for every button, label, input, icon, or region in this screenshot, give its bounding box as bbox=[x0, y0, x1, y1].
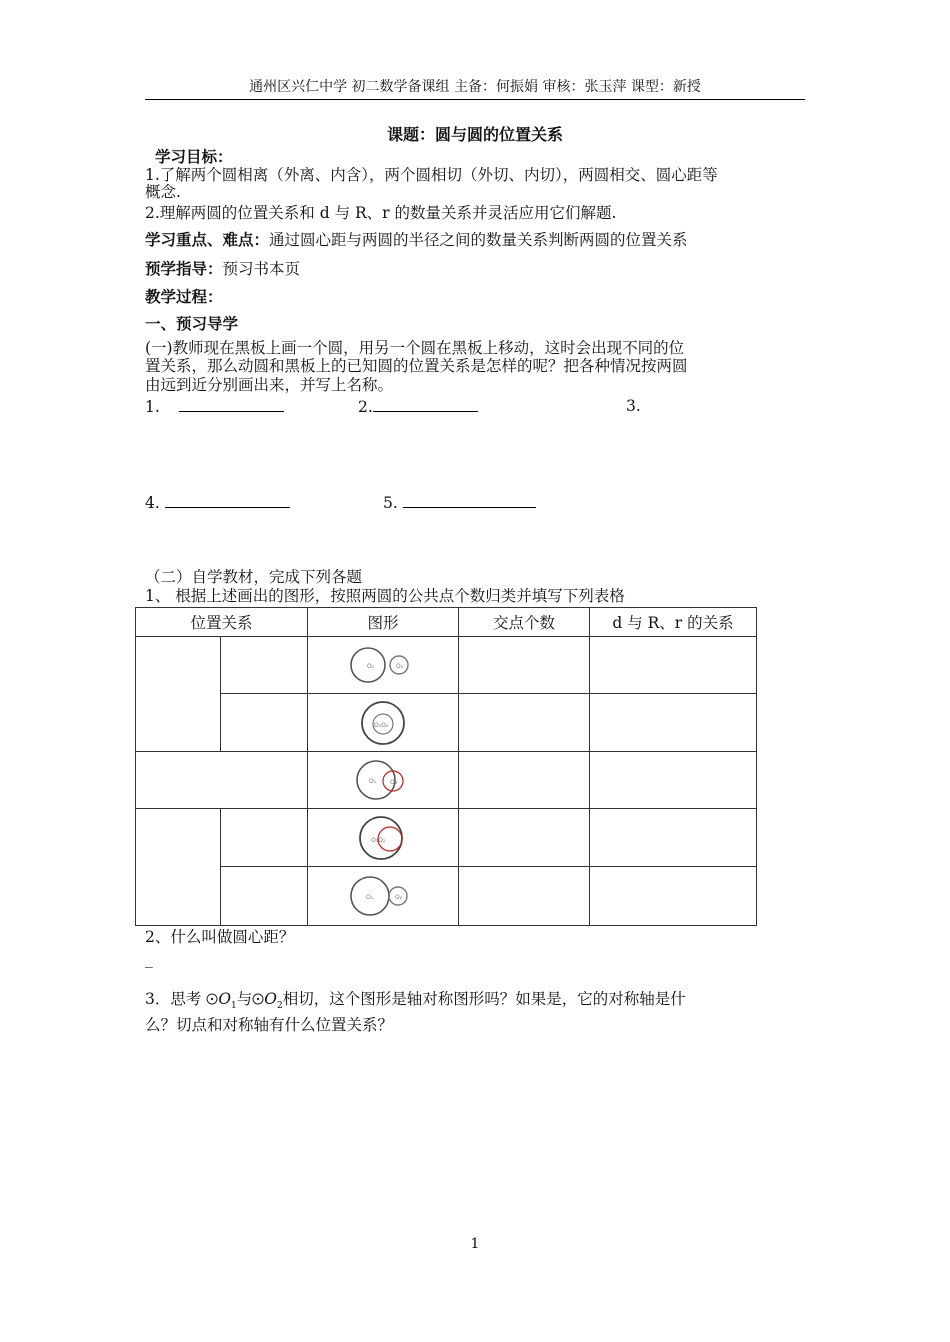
q3-sub2: 2 bbox=[277, 1001, 283, 1012]
circle-dot-icon bbox=[206, 993, 218, 1005]
section1-para-3: 由远到近分别画出来，并写上名称。 bbox=[145, 376, 394, 394]
sub-cell[interactable] bbox=[221, 809, 308, 867]
sub-cell[interactable] bbox=[221, 694, 308, 752]
section1-heading: 一、预习导学 bbox=[145, 314, 239, 333]
answer-cell[interactable] bbox=[590, 752, 757, 809]
blank-item-4 bbox=[145, 493, 290, 513]
figure-cell bbox=[308, 694, 459, 752]
relation-table bbox=[135, 607, 757, 926]
group-cell-tangent[interactable] bbox=[136, 809, 221, 926]
answer-cell[interactable] bbox=[459, 752, 590, 809]
table-header-row bbox=[136, 608, 757, 637]
answer-blank-5[interactable] bbox=[403, 493, 536, 508]
answer-cell[interactable] bbox=[590, 694, 757, 752]
table-row bbox=[136, 809, 757, 867]
question-1: 1、 根据上述画出的图形，按照两圆的公共点个数归类并填写下列表格 bbox=[145, 587, 625, 605]
group-cell-intersect[interactable] bbox=[136, 752, 308, 809]
label-o2: O₂ bbox=[395, 894, 403, 901]
preview-line bbox=[145, 259, 300, 279]
q3-mid: 与 bbox=[236, 990, 253, 1008]
two-circles-external-figure bbox=[348, 643, 418, 687]
question-3 bbox=[145, 990, 686, 1016]
group-cell-separate[interactable] bbox=[136, 637, 221, 752]
blank-item-2 bbox=[358, 397, 478, 417]
objectives-heading: 学习目标： bbox=[155, 147, 233, 166]
figure-cell bbox=[308, 637, 459, 694]
figure-cell bbox=[308, 752, 459, 809]
sub-cell[interactable] bbox=[221, 867, 308, 926]
objective-1-cont: 概念. bbox=[145, 183, 181, 201]
q3-prefix: 3．思考 bbox=[145, 990, 202, 1008]
header-intersections: 交点个数 bbox=[459, 608, 590, 637]
answer-cell[interactable] bbox=[590, 867, 757, 926]
keypoints-label: 学习重点、难点： bbox=[145, 230, 270, 249]
label-o2: O₂ bbox=[396, 663, 404, 670]
answer-cell[interactable] bbox=[459, 694, 590, 752]
blank-number-3: 3. bbox=[626, 397, 641, 415]
answer-cell[interactable] bbox=[459, 867, 590, 926]
header-relation: d 与 R、r 的关系 bbox=[590, 608, 757, 637]
section1-para-2: 置关系，那么动圆和黑板上的已知圆的位置关系是怎样的呢？把各种情况按两圆 bbox=[145, 357, 688, 375]
page-number: 1 bbox=[470, 1236, 480, 1252]
blank-number-1: 1. bbox=[145, 398, 160, 416]
objective-2: 2.理解两圆的位置关系和 d 与 R、r 的数量关系并灵活应用它们解题. bbox=[145, 204, 617, 222]
label-o1: O₁ bbox=[369, 778, 377, 785]
process-label: 教学过程： bbox=[145, 287, 223, 306]
table-row bbox=[136, 867, 757, 926]
page-header: 通州区兴仁中学 初二数学备课组 主备：何振娟 审核：张玉萍 课型：新授 bbox=[145, 76, 805, 100]
answer-blank-4[interactable] bbox=[165, 493, 290, 508]
table-row bbox=[136, 637, 757, 694]
answer-cell[interactable] bbox=[459, 637, 590, 694]
keypoints-line bbox=[145, 230, 688, 250]
two-circles-contained-figure bbox=[348, 698, 418, 748]
q3-sub1: 1 bbox=[231, 1001, 237, 1012]
answer-blank-1[interactable] bbox=[179, 397, 284, 412]
answer-cell[interactable] bbox=[459, 809, 590, 867]
header-figure: 图形 bbox=[308, 608, 459, 637]
answer-cell[interactable] bbox=[590, 809, 757, 867]
circle-dot-icon bbox=[252, 993, 264, 1005]
figure-cell bbox=[308, 867, 459, 926]
objective-1: 1.了解两个圆相离（外离、内含），两个圆相切（外切、内切），两圆相交、圆心距等 bbox=[145, 166, 718, 184]
preview-label: 预学指导： bbox=[145, 259, 223, 278]
sub-cell[interactable] bbox=[221, 637, 308, 694]
label-o1: O₁ bbox=[366, 894, 374, 901]
keypoints-text: 通过圆心距与两圆的半径之间的数量关系判断两圆的位置关系 bbox=[269, 231, 688, 249]
label-o1o2: O₁O₂ bbox=[371, 836, 386, 844]
table-row bbox=[136, 694, 757, 752]
question-2: 2、什么叫做圆心距？ bbox=[145, 928, 295, 946]
q3-rest: 相切，这个图形是轴对称图形吗？如果是，它的对称轴是什 bbox=[282, 990, 686, 1008]
figure-cell bbox=[308, 809, 459, 867]
header-position: 位置关系 bbox=[136, 608, 308, 637]
answer-cell[interactable] bbox=[590, 637, 757, 694]
section2-heading: （二）自学教材，完成下列各题 bbox=[145, 568, 363, 586]
answer-blank-2[interactable] bbox=[373, 397, 478, 412]
blank-item-5 bbox=[383, 493, 536, 513]
label-o1o2: O₁O₂ bbox=[374, 721, 389, 729]
blank-number-5: 5. bbox=[383, 494, 398, 512]
two-circles-intersecting-figure bbox=[348, 757, 418, 803]
blank-number-4: 4. bbox=[145, 494, 160, 512]
q3-o2: O bbox=[264, 990, 277, 1008]
two-circles-external-tangent-figure bbox=[348, 873, 418, 919]
q3-o1: O bbox=[218, 990, 232, 1008]
blank-item-1 bbox=[145, 397, 284, 417]
two-circles-internal-tangent-figure bbox=[348, 812, 418, 864]
table-row bbox=[136, 752, 757, 809]
section1-para-1: (一)教师现在黑板上画一个圆，用另一个圆在黑板上移动，这时会出现不同的位 bbox=[145, 339, 685, 357]
question-3-line-2: 么？切点和对称轴有什么位置关系？ bbox=[145, 1016, 394, 1034]
lesson-title: 课题：圆与圆的位置关系 bbox=[386, 125, 563, 144]
question-2-answer-line[interactable]: _ bbox=[145, 950, 153, 968]
blank-number-2: 2. bbox=[358, 398, 373, 416]
label-o1: O₁ bbox=[367, 663, 375, 670]
label-o2: O₂ bbox=[390, 779, 398, 786]
preview-text: 预习书本页 bbox=[222, 260, 301, 278]
